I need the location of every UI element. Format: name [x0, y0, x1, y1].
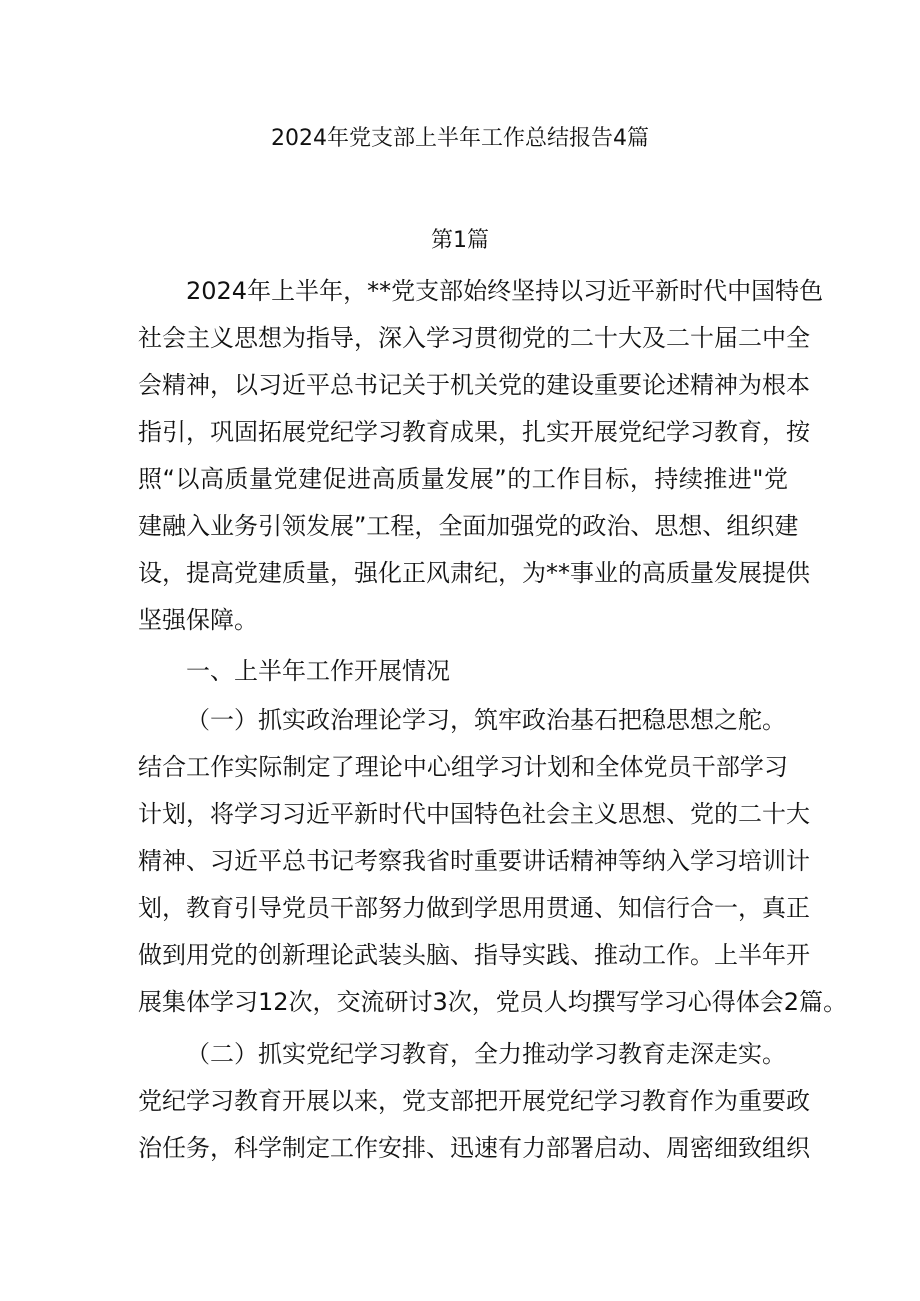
document-title: 2024年党支部上半年工作总结报告4篇 [271, 126, 649, 151]
paragraph-line: 划，教育引导党员干部努力做到学思用贯通、知信行合一，真正 [138, 894, 810, 922]
heading-level-1: 一、上半年工作开展情况 [186, 657, 450, 685]
paragraph-line: 社会主义思想为指导，深入学习贯彻党的二十大及二十届二中全 [138, 324, 810, 352]
paragraph-line: 照“以高质量党建促进高质量发展”的工作目标，持续推进"党 [138, 465, 788, 493]
paragraph-line: 展集体学习12次，交流研讨3次，党员人均撰写学习心得体会2篇。 [138, 988, 848, 1016]
paragraph-line: 设，提高党建质量，强化正风肃纪，为**事业的高质量发展提供 [138, 559, 810, 587]
heading-level-2: （二）抓实党纪学习教育，全力推动学习教育走深走实。 [186, 1040, 786, 1068]
paragraph-line: 会精神，以习近平总书记关于机关党的建设重要论述精神为根本 [138, 371, 810, 399]
heading-level-2: （一）抓实政治理论学习，筑牢政治基石把稳思想之舵。 [186, 706, 786, 734]
paragraph-line: 坚强保障。 [138, 606, 258, 634]
paragraph-line: 党纪学习教育开展以来，党支部把开展党纪学习教育作为重要政 [138, 1087, 810, 1115]
paragraph-line: 结合工作实际制定了理论中心组学习计划和全体党员干部学习 [138, 753, 788, 781]
paragraph-line: 治任务，科学制定工作安排、迅速有力部署启动、周密细致组织 [138, 1134, 810, 1162]
paragraph-line: 2024年上半年，**党支部始终坚持以习近平新时代中国特色 [186, 277, 824, 305]
paragraph-line: 计划，将学习习近平新时代中国特色社会主义思想、党的二十大 [138, 800, 810, 828]
paragraph-line: 精神、习近平总书记考察我省时重要讲话精神等纳入学习培训计 [138, 847, 810, 875]
paragraph-line: 做到用党的创新理论武装头脑、指导实践、推动工作。上半年开 [138, 941, 810, 969]
paragraph-line: 指引，巩固拓展党纪学习教育成果，扎实开展党纪学习教育，按 [138, 418, 810, 446]
paragraph-line: 建融入业务引领发展”工程，全面加强党的政治、思想、组织建 [138, 512, 799, 540]
section-heading: 第1篇 [431, 228, 489, 253]
